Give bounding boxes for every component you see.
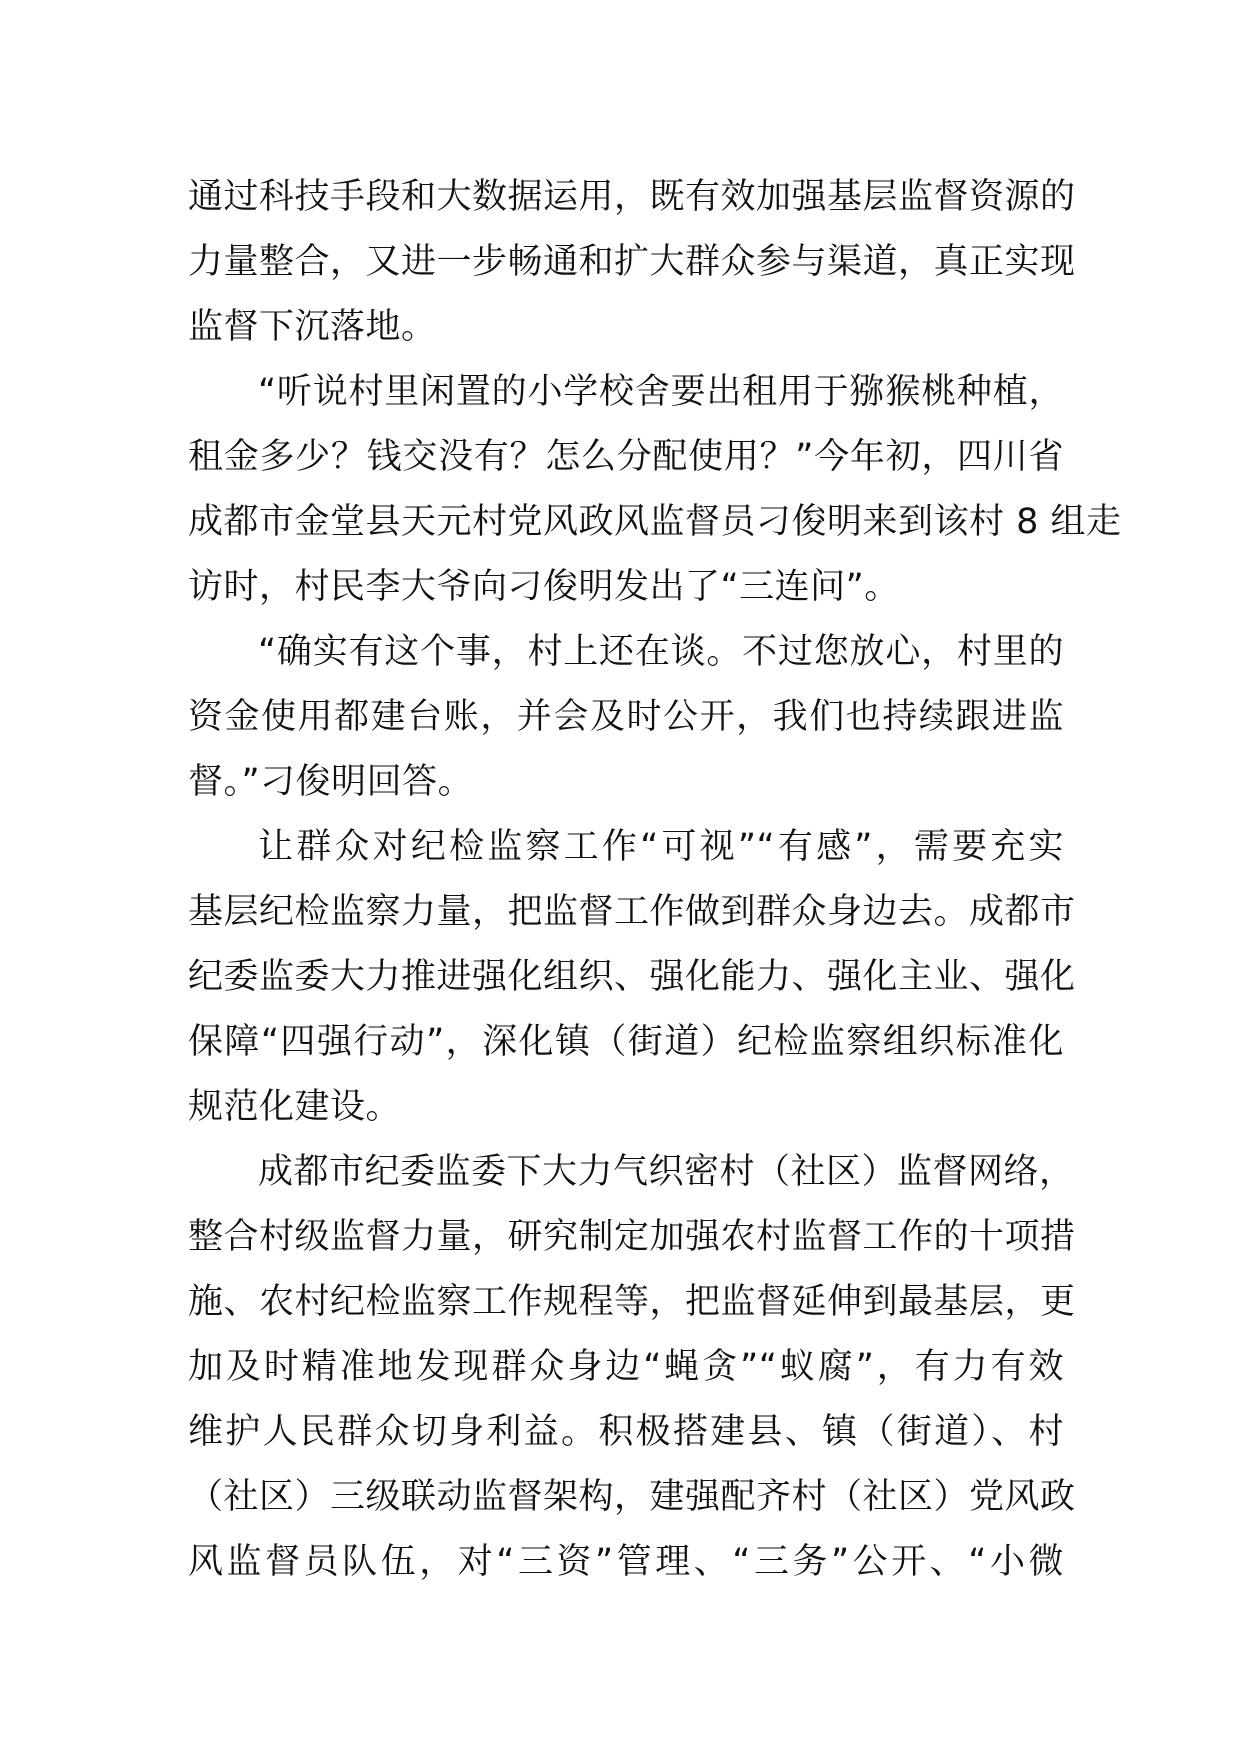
text-line: （社区）三级联动监督架构，建强配齐村（社区）党风政 — [188, 1477, 1076, 1517]
text-line: “听说村里闲置的小学校舍要出租用于猕猴桃种植， — [258, 372, 1064, 412]
text-line: 风监督员队伍，对“三资”管理、“三务”公开、“小微 — [188, 1542, 1064, 1582]
paragraph — [188, 360, 1122, 620]
document-body — [188, 165, 1122, 1595]
text-line: 施、农村纪检监察工作规程等，把监督延伸到最基层，更 — [188, 1282, 1076, 1322]
text-line: 租金多少？钱交没有？怎么分配使用？”今年初，四川省 — [188, 437, 1064, 477]
paragraph — [188, 815, 1076, 1140]
text-line: 资金使用都建台账，并会及时公开，我们也持续跟进监 — [188, 697, 1064, 737]
text-line: 加及时精准地发现群众身边“蝇贪”“蚁腐”，有力有效 — [188, 1347, 1064, 1387]
paragraph — [188, 1140, 1076, 1595]
text-line: “确实有这个事，村上还在谈。不过您放心，村里的 — [258, 632, 1064, 672]
text-line: 维护人民群众切身利益。积极搭建县、镇（街道）、村 — [188, 1412, 1064, 1452]
paragraph — [188, 620, 1064, 815]
text-line: 让群众对纪检监察工作“可视”“有感”，需要充实 — [258, 827, 1064, 867]
text-line: 纪委监委大力推进强化组织、强化能力、强化主业、强化 — [188, 957, 1076, 997]
text-line: 力量整合，又进一步畅通和扩大群众参与渠道，真正实现 — [188, 242, 1076, 282]
text-line: 访时，村民李大爷向刁俊明发出了“三连问”。 — [188, 567, 900, 607]
text-line: 成都市纪委监委下大力气织密村（社区）监督网络， — [258, 1152, 1075, 1192]
text-line: 基层纪检监察力量，把监督工作做到群众身边去。成都市 — [188, 892, 1076, 932]
text-line: 整合村级监督力量，研究制定加强农村监督工作的十项措 — [188, 1217, 1076, 1257]
paragraph — [188, 165, 1076, 360]
text-line: 规范化建设。 — [188, 1087, 402, 1127]
text-line: 成都市金堂县天元村党风政风监督员刁俊明来到该村 8 组走 — [188, 502, 1122, 542]
text-line: 监督下沉落地。 — [188, 307, 437, 347]
text-line: 督。”刁俊明回答。 — [188, 762, 474, 802]
text-line: 保障“四强行动”，深化镇（街道）纪检监察组织标准化 — [188, 1022, 1064, 1062]
text-line: 通过科技手段和大数据运用，既有效加强基层监督资源的 — [188, 177, 1076, 217]
